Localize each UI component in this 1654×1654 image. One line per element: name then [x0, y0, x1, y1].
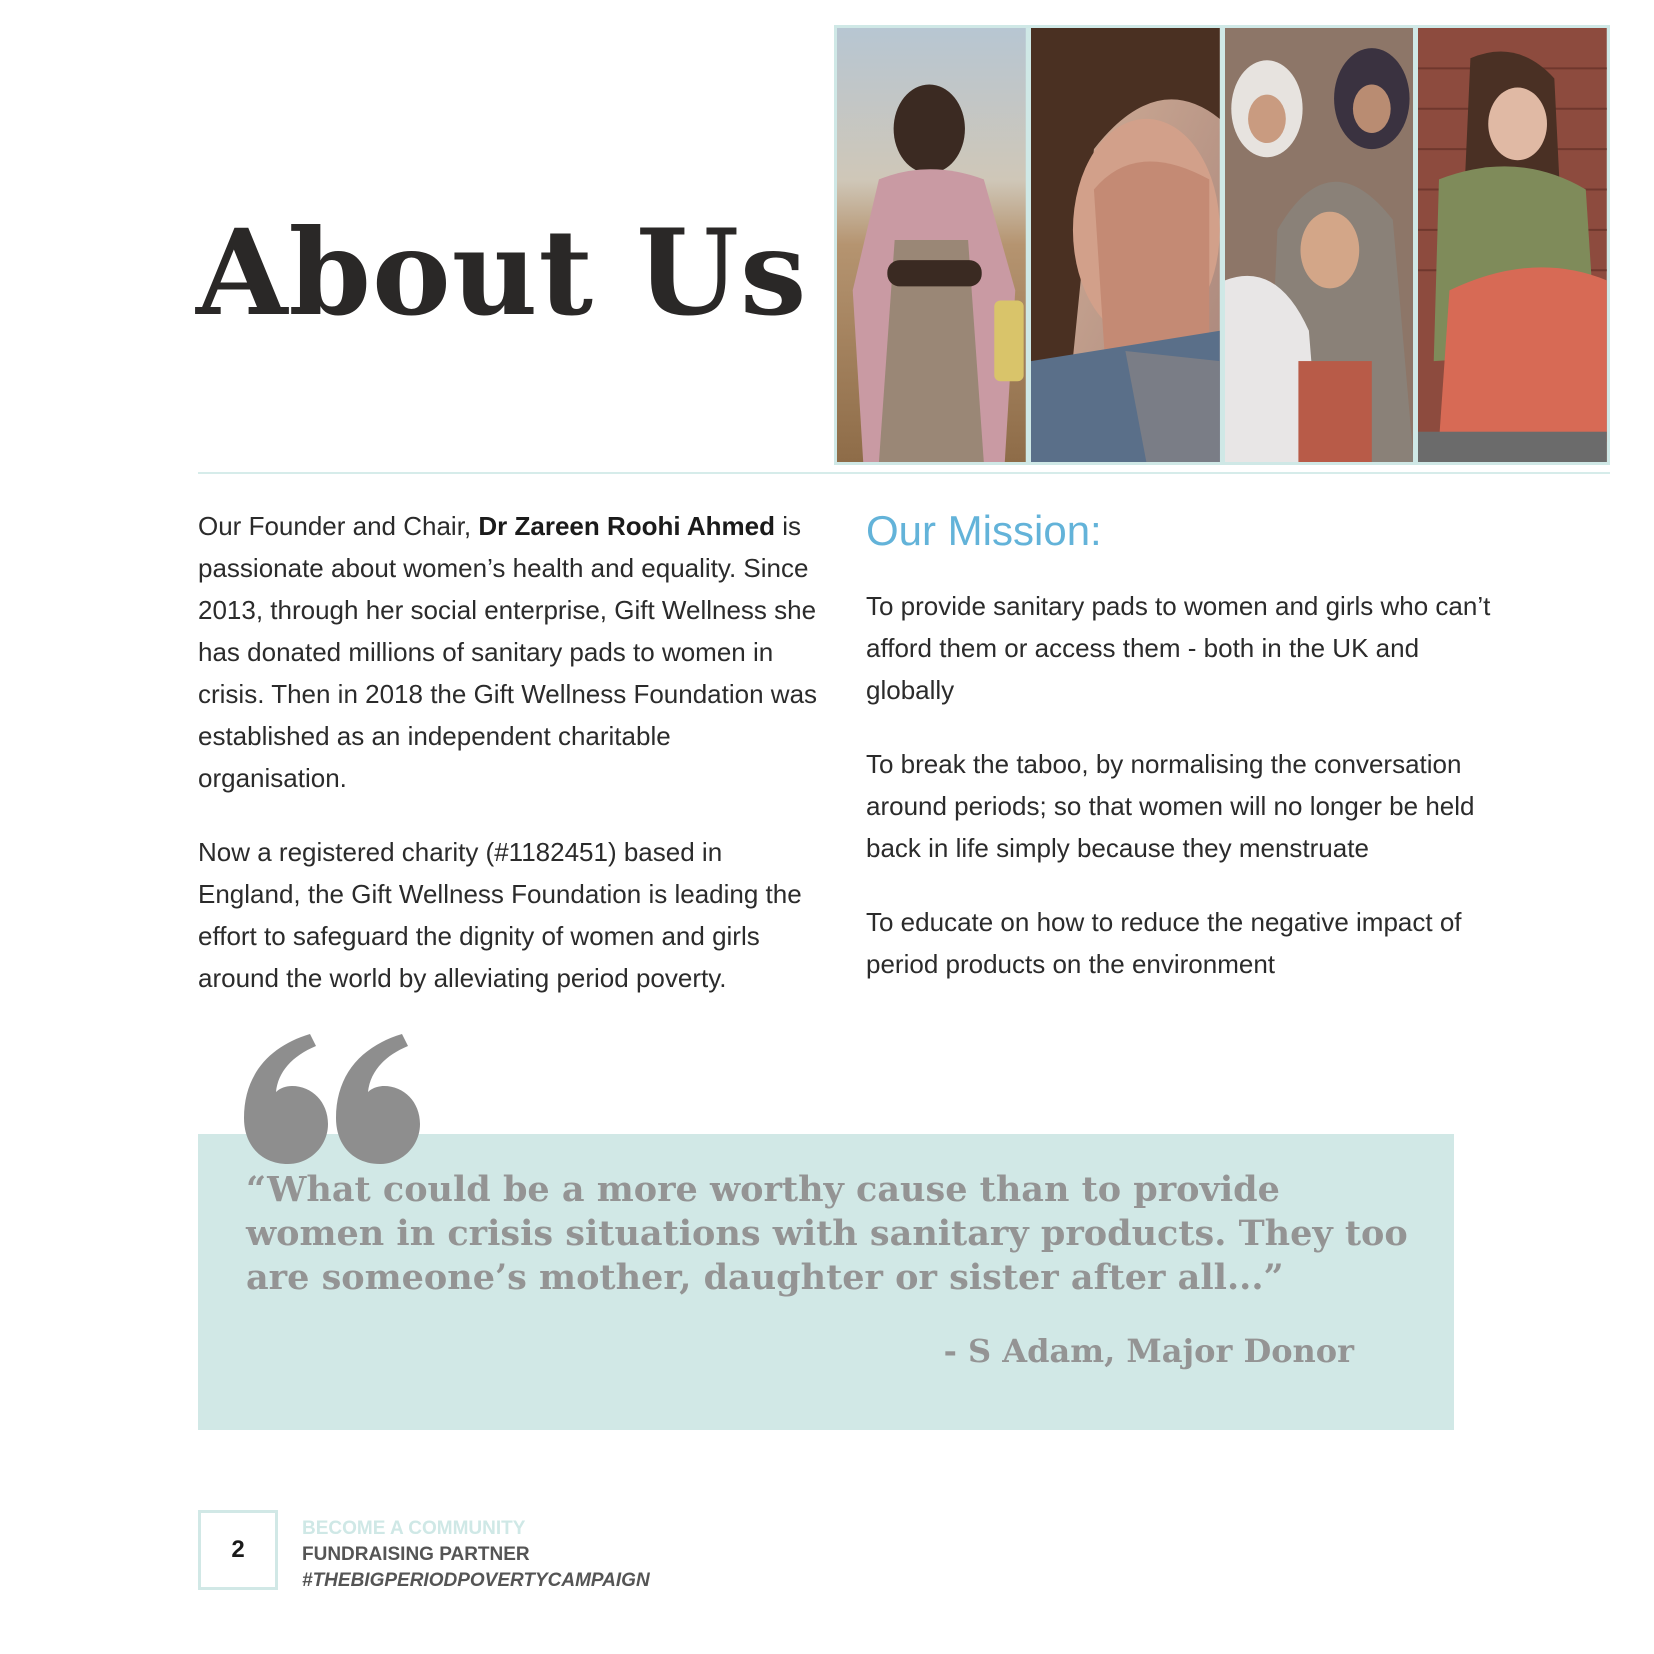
photo-girl-desert — [837, 28, 1026, 462]
page-title: About Us — [196, 203, 808, 342]
mission-title: Our Mission: — [866, 507, 1102, 554]
intro-rest: is passionate about women’s health and equality. Since 2013, through her social enterprise, Gift Wellness she has donated millions of sanitary pads to women in crisis. Then in 2018 the Gift Wellness Foundation was established as an independent charitable organisation. — [198, 511, 818, 793]
intro-lead: Our Founder and Chair, — [198, 511, 479, 541]
photo-collage — [834, 25, 1610, 465]
divider-line — [198, 472, 1610, 474]
mission-item: To break the taboo, by normalising the conversation around periods; so that women will no longer be held back in life simply because they menstruate — [866, 749, 1475, 863]
mission-item: To provide sanitary pads to women and girls who can’t afford them or access them - both in the UK and globally — [866, 591, 1491, 705]
footer-line-1: BECOME A COMMUNITY — [302, 1518, 526, 1539]
mission-section — [866, 505, 1506, 1017]
footer-hashtag: #THEBIGPERIODPOVERTYCAMPAIGN — [302, 1570, 650, 1591]
mission-item: To educate on how to reduce the negative impact of period products on the environment — [866, 907, 1462, 979]
footer-line-2: FUNDRAISING PARTNER — [302, 1544, 530, 1565]
photo-woman-covering-face — [1031, 28, 1220, 462]
quote-author: - S Adam, Major Donor — [943, 1332, 1354, 1370]
founder-name: Dr Zareen Roohi Ahmed — [478, 511, 776, 541]
photo-woman-brick-wall — [1418, 28, 1607, 462]
footer-campaign — [302, 1516, 650, 1594]
photo-women-headscarves — [1225, 28, 1414, 462]
intro-paragraph — [198, 505, 818, 799]
quote-text: “What could be a more worthy cause than to provide women in crisis situations with sanitary products. They too are someone’s mother, daughter or sister after all...” — [246, 1169, 1408, 1298]
charity-paragraph: Now a registered charity (#1182451) based in England, the Gift Wellness Foundation is leading the effort to safeguard the dignity of women and girls around the world by alleviating period poverty. — [198, 837, 802, 993]
about-text — [198, 505, 818, 1031]
page-number: 2 — [198, 1510, 278, 1590]
quote-mark-icon — [244, 1034, 420, 1164]
